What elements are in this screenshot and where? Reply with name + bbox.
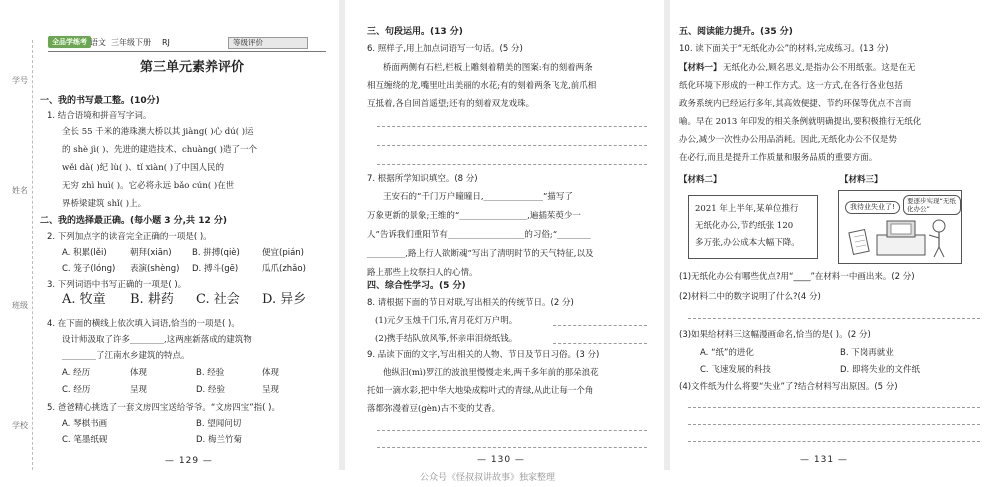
q7-text: 路上那些上坟祭扫人的心情。 bbox=[367, 268, 478, 278]
q6-text: 相互缠绕的龙,嘴里吐出美丽的水花;有的刻着两条飞龙,前爪相 bbox=[367, 81, 597, 91]
q2-option: C. 笼子(lóng) bbox=[62, 264, 116, 274]
q7-text: 万象更新的景象;王维的“________________,遍插茱萸少一 bbox=[367, 211, 581, 221]
page-130 bbox=[347, 0, 664, 470]
q6-prompt: 6. 照样子,用上加点词语写一句话。(5 分) bbox=[367, 44, 523, 54]
q3-option: A. 牧童 bbox=[62, 292, 106, 307]
q4-option: C. 经历 bbox=[62, 385, 91, 395]
q2-option: 朝拜(xiān) bbox=[130, 248, 172, 258]
q1-line: 全长 55 千米的港珠澳大桥以其 jiàng( )心 dú( )运 bbox=[62, 127, 254, 137]
q2-option: 表演(shèng) bbox=[130, 264, 180, 274]
answer-line[interactable] bbox=[377, 164, 647, 165]
q1-line: wěi dà( )纪 lù( )、tǐ xiàn( )了中国人民的 bbox=[62, 163, 225, 173]
page-gutter bbox=[339, 0, 345, 470]
material-2-text: 多万张,办公成本大幅下降。 bbox=[695, 238, 800, 248]
q7-prompt: 7. 根据所学知识填空。(8 分) bbox=[367, 174, 478, 184]
meta-subject: 语文 bbox=[90, 38, 106, 47]
answer-line[interactable] bbox=[688, 318, 980, 319]
q4-option: 呈现 bbox=[262, 385, 280, 395]
q4-option: 体现 bbox=[262, 368, 280, 378]
answer-line[interactable] bbox=[553, 343, 647, 344]
q1-line: 无穷 zhì huì( )。它必将永远 bǎo cún( )在世 bbox=[62, 181, 235, 191]
answer-line[interactable] bbox=[377, 126, 647, 127]
page-number: — 129 — bbox=[165, 456, 213, 466]
q1-prompt: 1. 结合语境和拼音写字词。 bbox=[47, 111, 152, 121]
q10-sub3-option: D. 即将失业的文件纸 bbox=[840, 365, 920, 375]
watermark-caption: 公众号《怪叔叔讲故事》独家整理 bbox=[420, 473, 556, 483]
q4-option: A. 经历 bbox=[62, 368, 91, 378]
material-1-text: 纸化环境下形成的一种工作方式。这一方式,在各行各业包括 bbox=[679, 81, 903, 91]
q1-line: 界桥梁建筑 shǐ( )上。 bbox=[62, 199, 147, 209]
q10-sub1: (1)无纸化办公有哪些优点?用“____”在材料一中画出来。(2 分) bbox=[679, 272, 915, 282]
q7-text: 人”告诉我们重阳节有__________________的习俗;“________ bbox=[367, 230, 592, 240]
material-1-text: 政务系统内已经运行多年,其高效便捷、节约环保等优点不言而 bbox=[679, 99, 912, 109]
q2-option: 瓜爪(zhǎo) bbox=[262, 264, 306, 274]
material-3-cartoon bbox=[838, 190, 962, 264]
meta-edition: RJ bbox=[162, 38, 170, 47]
q2-prompt: 2. 下列加点字的读音完全正确的一项是( )。 bbox=[47, 232, 212, 242]
q4-text: ________了江南水乡建筑的特点。 bbox=[62, 351, 190, 361]
material-1-text: 在必行,而且是提升工作质量和服务品质的重要方面。 bbox=[679, 153, 878, 163]
q7-text: 王安石的“千门万户曈曈日,______________”描写了 bbox=[383, 192, 573, 202]
q7-text: _________,路上行人欲断魂”写出了清明时节的天气特征,以及 bbox=[367, 249, 594, 259]
page-number: — 131 — bbox=[800, 455, 848, 465]
section-1-heading: 一、我的书写最工整。(10分) bbox=[40, 96, 160, 106]
q3-option: C. 社会 bbox=[196, 292, 240, 307]
q9-text: 落都弥漫着豆(gèn)古不变的艾香。 bbox=[367, 404, 501, 414]
q5-option: B. 望闻问切 bbox=[196, 419, 242, 429]
q9-prompt: 9. 品读下面的文字,写出相关的人物、节日及节日习俗。(3 分) bbox=[367, 350, 600, 360]
q10-sub3-option: B. 下岗再就业 bbox=[840, 348, 894, 358]
q5-option: D. 梅兰竹菊 bbox=[196, 435, 242, 445]
q5-option: C. 笔墨纸砚 bbox=[62, 435, 108, 445]
material-1-text: 喻。早在 2013 年印发的相关条例就明确提出,要积极推行无纸化 bbox=[679, 117, 922, 127]
q2-option: B. 拼搏(qiè) bbox=[192, 248, 240, 258]
answer-line[interactable] bbox=[377, 145, 647, 146]
q10-sub3-option: A. “纸”的进化 bbox=[700, 348, 754, 358]
q8-prompt: 8. 请根据下面的节日对联,写出相关的传统节日。(2 分) bbox=[367, 298, 574, 308]
material-3-label: 【材料三】 bbox=[840, 175, 883, 185]
q4-option: D. 经验 bbox=[196, 385, 225, 395]
q10-prompt: 10. 读下面关于“无纸化办公”的材料,完成练习。(13 分) bbox=[679, 44, 889, 54]
q8-item: (1)元夕玉烛千门乐,宵月花灯万户明。 bbox=[375, 316, 518, 326]
answer-line[interactable] bbox=[688, 407, 980, 408]
q9-text: 托如一滴水彩,把中华大地染成粽叶式的青绿,从此让每一个角 bbox=[367, 386, 594, 396]
q10-sub3-option: C. 飞速发展的科技 bbox=[700, 365, 771, 375]
material-2-text: 无纸化办公,节约纸张 120 bbox=[695, 221, 794, 231]
q10-sub3: (3)如果给材料三这幅漫画命名,恰当的是( )。(2 分) bbox=[679, 330, 871, 340]
q8-item: (2)携手结队放风筝,怀亲串泪烧纸钱。 bbox=[375, 334, 518, 344]
q5-option: A. 琴棋书画 bbox=[62, 419, 108, 429]
material-1-label: 【材料一】 bbox=[679, 63, 722, 73]
material-2-label: 【材料二】 bbox=[679, 175, 722, 185]
q2-option: D. 搏斗(gē) bbox=[192, 264, 239, 274]
brand-badge: 全品学练考 bbox=[48, 36, 91, 48]
speech-bubble-paper: 我待业失业了! bbox=[845, 201, 900, 214]
answer-line[interactable] bbox=[377, 447, 647, 448]
page-title: 第三单元素养评价 bbox=[140, 60, 245, 75]
q6-text: 桥面两侧有石栏,栏板上雕刻着精美的图案:有的刻着两条 bbox=[383, 63, 593, 73]
q4-option: 呈现 bbox=[130, 385, 148, 395]
q10-sub2: (2)材料二中的数字说明了什么?(4 分) bbox=[679, 292, 821, 302]
q3-prompt: 3. 下列词语中书写正确的一项是( )。 bbox=[47, 280, 187, 290]
material-1-text: 办公,减少一次性办公用品消耗。因此,无纸化办公不仅是势 bbox=[679, 135, 897, 145]
q4-prompt: 4. 在下面的横线上依次填入词语,恰当的一项是( )。 bbox=[47, 319, 240, 329]
q6-text: 互抵着,各自回首遥望;还有的刻着双龙戏珠。 bbox=[367, 99, 535, 109]
q9-text: 他纵汨(mì)罗江的波浪里慢慢走来,两千多年前的那朵浪花 bbox=[383, 368, 599, 378]
grade-box: 等级评价 bbox=[228, 37, 308, 49]
q5-prompt: 5. 爸爸精心挑选了一套文房四宝送给爷爷。“文房四宝”指( )。 bbox=[47, 403, 280, 413]
material-2-box bbox=[688, 195, 818, 259]
speech-bubble-worker: 要逐步实现“无纸化办公” bbox=[903, 195, 961, 215]
margin-label-class: 班级 bbox=[12, 301, 28, 310]
page-131 bbox=[670, 0, 1000, 470]
q4-text: 设计师汲取了许多________,这两座新落成的建筑物 bbox=[62, 335, 252, 345]
page-129 bbox=[0, 0, 338, 470]
answer-line[interactable] bbox=[688, 424, 980, 425]
section-2-heading: 二、我的选择最正确。(每小题 3 分,共 12 分) bbox=[40, 216, 227, 226]
answer-line[interactable] bbox=[553, 325, 647, 326]
margin-label-school: 学校 bbox=[12, 421, 28, 430]
answer-line[interactable] bbox=[377, 430, 647, 431]
section-3-heading: 三、句段运用。(13 分) bbox=[367, 27, 463, 37]
section-4-heading: 四、综合性学习。(5 分) bbox=[367, 281, 466, 291]
margin-label-name: 姓名 bbox=[12, 186, 28, 195]
material-2-text: 2021 年上半年,某单位推行 bbox=[695, 204, 799, 214]
q3-option: D. 异乡 bbox=[262, 292, 307, 307]
meta-grade: 三年级下册 bbox=[111, 38, 151, 47]
answer-line[interactable] bbox=[688, 441, 980, 442]
q4-option: 体现 bbox=[130, 368, 148, 378]
material-1-text: 无纸化办公,顾名思义,是指办公不用纸张。这是在无 bbox=[723, 63, 916, 73]
q2-option: 便宜(pián) bbox=[262, 248, 304, 258]
header-rule bbox=[48, 51, 326, 52]
q3-option: B. 耕药 bbox=[130, 292, 174, 307]
q4-option: B. 经验 bbox=[196, 368, 225, 378]
q10-sub4: (4)文件纸为什么将要“失业”了?结合材料写出原因。(5 分) bbox=[679, 382, 898, 392]
q2-option: A. 积累(lěi) bbox=[62, 248, 107, 258]
page-number: — 130 — bbox=[477, 455, 525, 465]
binding-line bbox=[32, 40, 33, 470]
section-5-heading: 五、阅读能力提升。(35 分) bbox=[679, 27, 793, 37]
q1-line: 的 shè jì( )、先进的建造技术、chuàng( )造了一个 bbox=[62, 145, 257, 155]
margin-label-student-id: 学号 bbox=[12, 76, 28, 85]
